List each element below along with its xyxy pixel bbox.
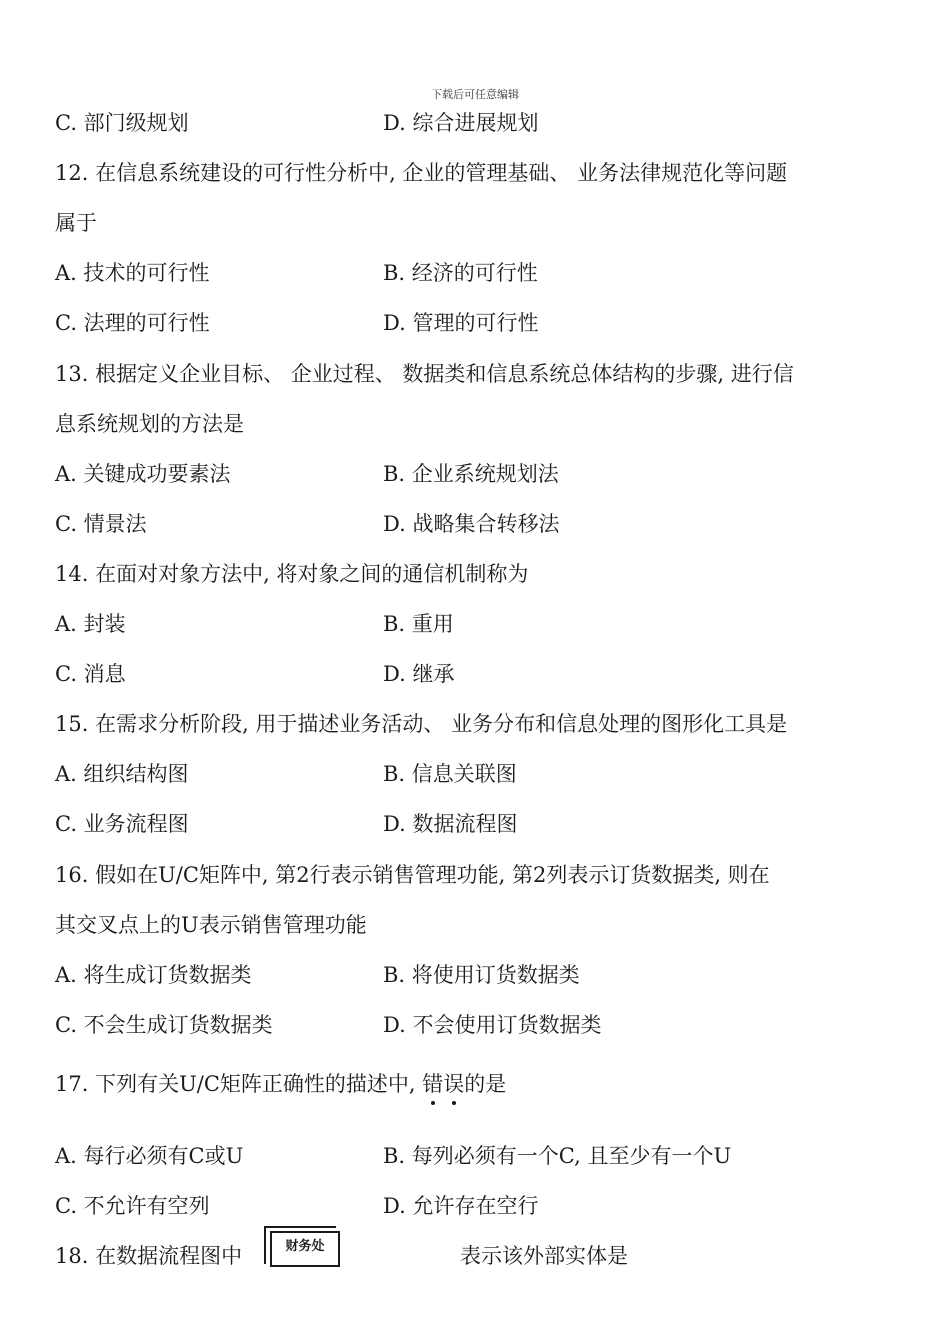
question-16-text-cont: 其交叉点上的U表示销售管理功能 [55, 913, 367, 937]
question-16-text: 16. 假如在U/C矩阵中, 第2行表示销售管理功能, 第2列表示订货数据类, 则在 [55, 863, 770, 887]
question-18-text: 18. 在数据流程图中 [55, 1244, 243, 1268]
option-d: D. 管理的可行性 [383, 311, 539, 335]
option-d: D. 战略集合转移法 [383, 512, 560, 536]
option-c: C. 业务流程图 [55, 812, 189, 836]
question-17-suffix: 的是 [464, 1072, 507, 1096]
option-c: C. 法理的可行性 [55, 311, 210, 335]
option-b: B. 经济的可行性 [383, 261, 538, 285]
question-13-text: 13. 根据定义企业目标、 企业过程、 数据类和信息系统总体结构的步骤, 进行信 [55, 362, 794, 386]
option-c: C. 消息 [55, 662, 126, 686]
question-12-text-cont: 属于 [55, 211, 97, 235]
option-b: B. 将使用订货数据类 [383, 963, 580, 987]
option-a: A. 组织结构图 [55, 762, 189, 786]
option-d: D. 允许存在空行 [383, 1194, 539, 1218]
emphasis-char: 误 [443, 1072, 465, 1096]
question-18-text-cont: 表示该外部实体是 [460, 1244, 628, 1268]
emphasis-char: 错 [422, 1072, 444, 1096]
question-13-text-cont: 息系统规划的方法是 [55, 412, 244, 436]
option-c: C. 不允许有空列 [55, 1194, 210, 1218]
option-d: D. 数据流程图 [383, 812, 518, 836]
option-c: C. 情景法 [55, 512, 147, 536]
option-d: D. 继承 [383, 662, 455, 686]
external-entity-symbol [264, 1226, 338, 1266]
external-entity-label: 财务处 [270, 1231, 340, 1267]
option-a: A. 每行必须有C或U [55, 1144, 244, 1168]
option-b: B. 重用 [383, 612, 454, 636]
option-a: A. 封装 [55, 612, 126, 636]
question-15-text: 15. 在需求分析阶段, 用于描述业务活动、 业务分布和信息处理的图形化工具是 [55, 712, 788, 736]
option-b: B. 信息关联图 [383, 762, 517, 786]
option-b: B. 每列必须有一个C, 且至少有一个U [383, 1144, 732, 1168]
question-12-text: 12. 在信息系统建设的可行性分析中, 企业的管理基础、 业务法律规范化等问题 [55, 161, 788, 185]
page-header: 下载后可任意编辑 [431, 88, 519, 101]
option-c: C. 部门级规划 [55, 111, 189, 135]
option-c: C. 不会生成订货数据类 [55, 1013, 273, 1037]
option-a: A. 技术的可行性 [55, 261, 210, 285]
option-d: D. 综合进展规划 [383, 111, 539, 135]
option-a: A. 关键成功要素法 [55, 462, 231, 486]
question-14-text: 14. 在面对对象方法中, 将对象之间的通信机制称为 [55, 562, 529, 586]
option-a: A. 将生成订货数据类 [55, 963, 252, 987]
question-17-text [55, 1071, 506, 1097]
question-17-prefix: 17. 下列有关U/C矩阵正确性的描述中, [55, 1072, 423, 1096]
option-d: D. 不会使用订货数据类 [383, 1013, 602, 1037]
option-b: B. 企业系统规划法 [383, 462, 559, 486]
